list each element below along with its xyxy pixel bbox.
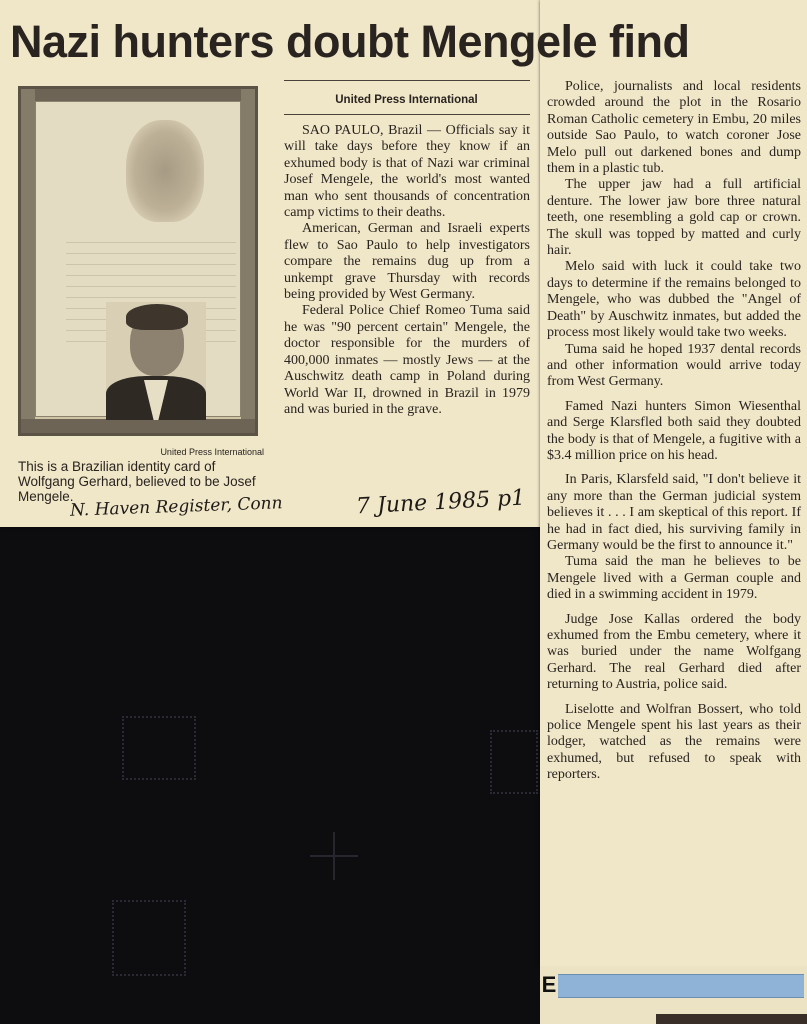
handwritten-date-note: 7 June 1985 p1 <box>355 485 526 520</box>
identity-card-photo <box>18 86 258 436</box>
bottom-strip-band <box>558 974 804 998</box>
article-paragraph: Tuma said he hoped 1937 dental records and other information would arrive today from West Germany. <box>547 341 801 390</box>
article-paragraph: SAO PAULO, Brazil — Officials say it will take days before they know if an exhumed body is that of Nazi war criminal Josef Mengele, the world's most wanted man who sent thousands of concentration camp victims to their deaths. <box>284 123 530 221</box>
byline: United Press International <box>335 94 478 106</box>
article-paragraph: Famed Nazi hunters Simon Wiesenthal and Serge Klarsfled both said they doubted the body is that of Mengele, a fugitive with a $3.4 million price on his head. <box>547 398 801 463</box>
article-paragraph: Tuma said the man he believes to be Mengele lived with a German couple and died in a swimming accident in 1979. <box>547 554 801 603</box>
article-paragraph: In Paris, Klarsfeld said, "I don't believe it any more than the German judicial system believes it . . . I am skeptical of this report. If he had in fact died, his surviving family in Germany would be the first to announce it." <box>547 472 801 553</box>
article-paragraph: The upper jaw had a full artificial denture. The lower jaw bore three natural teeth, one resembling a gold cap or crown. The skull was topped by matted and curly hair. <box>547 177 801 259</box>
handwritten-source-note: N. Haven Register, Conn <box>69 493 283 521</box>
article-paragraph: Federal Police Chief Romeo Tuma said he was "90 percent certain" Mengele, the doctor responsible for the murders of 400,000 inmates — mostly Jews — at the Auschwitz death camp in Poland during World War II, drowned in Brazil in 1979 and was buried in the grave. <box>284 303 530 417</box>
card-border-left <box>21 89 35 433</box>
article-paragraph: Police, journalists and local residents crowded around the plot in the Rosario Roman Catholic cemetery in Embu, 20 miles outside Sao Paulo, to watch coroner Jose Melo pull out darkened bones and dump them in a plastic tub. <box>547 79 801 177</box>
byline-rule-bottom <box>284 114 530 115</box>
article-paragraph: Liselotte and Wolfran Bossert, who told police Mengele spent his last years as their lodger, watched as the remains were exhumed, but refused to speak with reporters. <box>547 701 801 783</box>
photo-credit: United Press International <box>160 447 264 457</box>
portrait <box>106 302 206 420</box>
background-mark <box>490 730 538 794</box>
card-border-bottom <box>21 419 255 433</box>
card-border-right <box>241 89 255 433</box>
card-inner <box>35 101 241 417</box>
article-paragraph: Judge Jose Kallas ordered the body exhumed from the Embu cemetery, where it was buried under the name Wolfgang Gerhard. The real Gerhard died after returning to Austria, police said. <box>547 611 801 693</box>
thumbprint <box>126 120 204 222</box>
bottom-strip-bar <box>656 1014 807 1024</box>
byline-rule-top <box>284 80 530 81</box>
article-column-middle <box>284 123 530 418</box>
background-crosshair <box>333 832 335 880</box>
card-border-top <box>21 89 255 101</box>
background-mark <box>122 716 196 780</box>
article-paragraph: American, German and Israeli experts flew to Sao Paulo to help investigators compare the remains dug up from a unkempt grave Thursday with records being provided by West Germany. <box>284 221 530 303</box>
background-mark <box>112 900 186 976</box>
portrait-hair <box>126 304 188 330</box>
article-paragraph: Melo said with luck it could take two days to determine if the remains belonged to Mengele, who was dubbed the "Angel of Death" by Auschwitz inmates, but added the process most likely would take two weeks. <box>547 259 801 341</box>
headline: Nazi hunters doubt Mengele find <box>10 16 690 67</box>
photo-caption: This is a Brazilian identity card of Wolfgang Gerhard, believed to be Josef Mengele. <box>18 459 256 504</box>
article-column-right <box>547 79 801 784</box>
bottom-strip-letter: E <box>541 972 557 997</box>
